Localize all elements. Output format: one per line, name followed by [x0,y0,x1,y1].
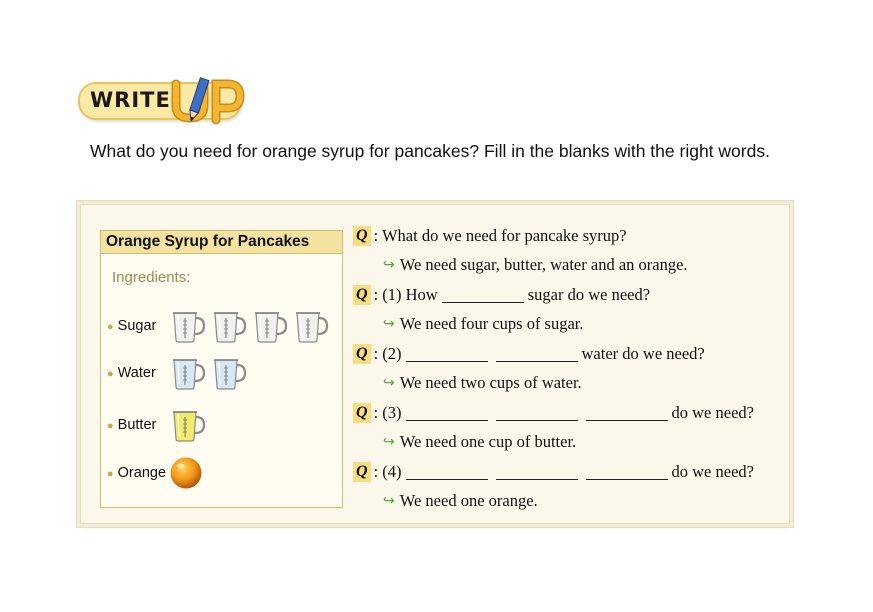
q-marker: Q [353,344,371,364]
answer-blank[interactable] [496,347,578,362]
ingredients-label: Ingredients: [112,269,191,286]
q-marker: Q [353,226,371,246]
question-prefix: : (4) [373,462,402,481]
answer-text: We need one cup of butter. [399,432,577,451]
question-line-1 [353,226,627,246]
answer-text: We need two cups of water. [399,373,582,392]
question-line-4 [353,403,754,423]
answer-text: We need sugar, butter, water and an orange. [399,255,688,274]
question-suffix: sugar do we need? [527,285,651,304]
answer-blank[interactable] [442,288,524,303]
question-prefix: : (1) How [373,285,438,304]
butter-cups [169,406,207,444]
measuring-cup-icon [169,354,207,392]
question-line-5 [353,462,754,482]
question-prefix: : (2) [373,344,402,363]
svg-text:UP: UP [170,76,172,77]
arrow-icon: ↪ [383,434,395,450]
ingredient-row-water [107,354,248,392]
measuring-cup-icon [292,307,330,345]
arrow-icon: ↪ [383,375,395,391]
arrow-icon: ↪ [383,257,395,273]
orange-icon [169,456,203,490]
answer-text: We need four cups of sugar. [399,314,584,333]
measuring-cup-icon [169,307,207,345]
answer-line-1 [353,255,688,275]
measuring-cup-icon [251,307,289,345]
question-suffix: do we need? [671,403,754,422]
ingredient-name: ● Butter [107,417,157,433]
arrow-icon: ↪ [383,493,395,509]
ingredient-row-sugar [107,307,330,345]
question-line-3 [353,344,705,364]
answer-blank[interactable] [496,406,578,421]
pencil-icon [170,76,250,128]
answer-line-3 [353,373,582,393]
ingredient-card [100,230,343,508]
ingredient-row-butter [107,406,207,444]
ingredient-name: ● Sugar [107,318,157,334]
answer-blank[interactable] [406,465,488,480]
answer-blank[interactable] [406,347,488,362]
measuring-cup-icon [210,307,248,345]
measuring-cup-icon [210,354,248,392]
q-marker: Q [353,285,371,305]
sugar-cups [169,307,330,345]
card-title: Orange Syrup for Pancakes [101,231,342,254]
ingredient-name: ● Water [107,365,156,381]
answer-blank[interactable] [406,406,488,421]
answer-line-4 [353,432,576,452]
answer-blank[interactable] [586,406,668,421]
question-suffix: do we need? [671,462,754,481]
question-suffix: water do we need? [581,344,705,363]
instruction-text: What do you need for orange syrup for pancakes? Fill in the blanks with the right words. [90,141,770,161]
arrow-icon: ↪ [383,316,395,332]
question-prefix: : (3) [373,403,402,422]
question-text: : What do we need for pancake syrup? [373,226,627,245]
ingredient-row-orange [107,456,203,490]
answer-blank[interactable] [586,465,668,480]
answer-blank[interactable] [496,465,578,480]
write-up-logo [78,76,248,128]
water-cups [169,354,248,392]
answer-text: We need one orange. [399,491,538,510]
ingredient-name: ● Orange [107,465,167,481]
q-marker: Q [353,462,371,482]
measuring-cup-icon [169,406,207,444]
answer-line-5 [353,491,538,511]
question-line-2 [353,285,650,305]
answer-line-2 [353,314,584,334]
q-marker: Q [353,403,371,423]
logo-write-text: WRITE [90,88,171,112]
